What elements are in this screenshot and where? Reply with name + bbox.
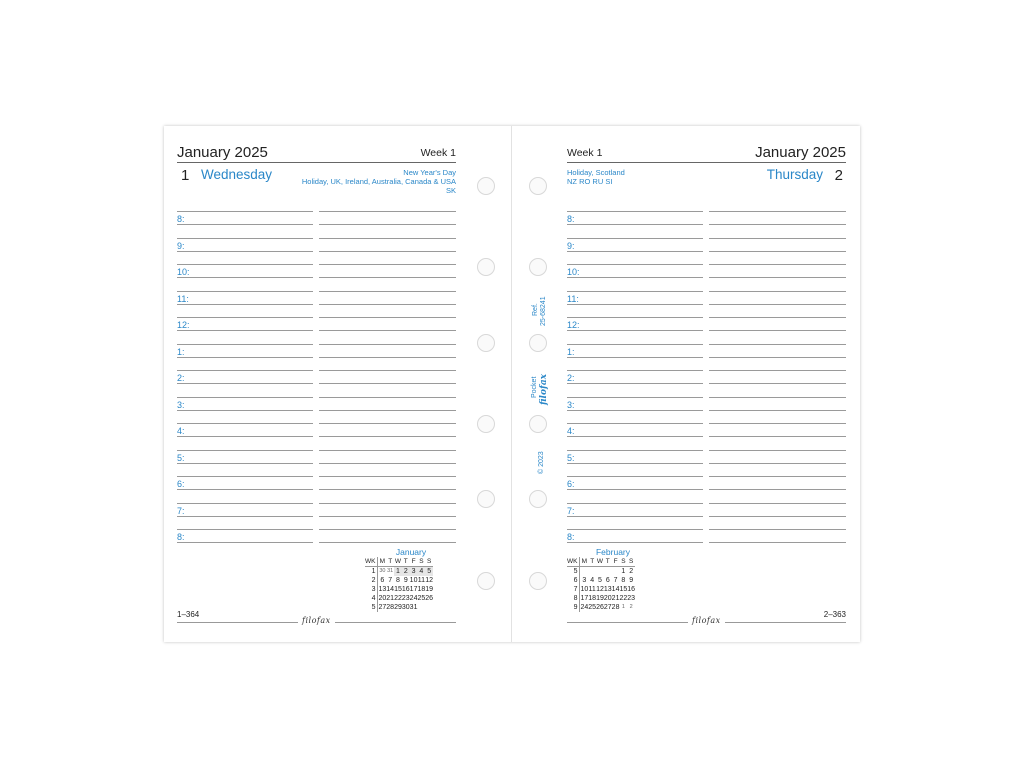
hour-label: 6: bbox=[567, 479, 575, 489]
calendar-day: 19 bbox=[425, 586, 434, 593]
writing-line[interactable] bbox=[567, 264, 703, 265]
writing-line[interactable] bbox=[177, 397, 313, 398]
calendar-day: 28 bbox=[386, 604, 395, 611]
hour-label: 8: bbox=[567, 532, 575, 542]
hour-label: 8: bbox=[567, 214, 575, 224]
calendar-day: 22 bbox=[619, 595, 628, 602]
writing-line[interactable] bbox=[319, 436, 456, 437]
writing-line[interactable] bbox=[567, 304, 703, 305]
diary-sheet bbox=[164, 126, 860, 642]
calendar-day bbox=[580, 567, 588, 577]
writing-line[interactable] bbox=[177, 436, 313, 437]
holiday-notes bbox=[302, 168, 456, 195]
writing-line[interactable] bbox=[709, 463, 846, 464]
mini-calendar-header: T bbox=[388, 558, 393, 565]
writing-line[interactable] bbox=[177, 357, 313, 358]
spine-size: Pocket bbox=[531, 376, 538, 398]
hour-label: 8: bbox=[177, 532, 185, 542]
writing-line[interactable] bbox=[709, 450, 846, 451]
ring-hole bbox=[477, 177, 495, 195]
calendar-day bbox=[604, 567, 612, 577]
writing-line[interactable] bbox=[567, 317, 703, 318]
writing-line[interactable] bbox=[319, 357, 456, 358]
holiday-line: Holiday, Scotland bbox=[567, 168, 625, 177]
writing-line[interactable] bbox=[177, 330, 313, 331]
writing-line[interactable] bbox=[709, 489, 846, 490]
calendar-day: 3 bbox=[582, 577, 587, 584]
week-number: 8 bbox=[567, 594, 580, 603]
hour-label: 5: bbox=[567, 452, 575, 463]
writing-line[interactable] bbox=[709, 383, 846, 384]
calendar-day: 1 bbox=[621, 568, 626, 575]
hour-label: 9: bbox=[567, 240, 575, 251]
calendar-day: 26 bbox=[425, 595, 434, 602]
hour-label: 4: bbox=[177, 426, 185, 436]
calendar-day bbox=[596, 567, 604, 577]
calendar-day: 9 bbox=[629, 577, 634, 584]
hour-label: 6: bbox=[177, 479, 185, 489]
calendar-day: 24 bbox=[580, 604, 589, 611]
calendar-day: 13 bbox=[603, 586, 612, 593]
writing-line[interactable] bbox=[709, 476, 846, 477]
hour-label: 10: bbox=[177, 267, 190, 277]
calendar-day: 4 bbox=[419, 568, 424, 575]
writing-line[interactable] bbox=[319, 503, 456, 504]
mini-calendar-header: WK bbox=[365, 557, 378, 567]
writing-line[interactable] bbox=[567, 423, 703, 424]
hour-label: 12: bbox=[567, 320, 580, 330]
writing-line[interactable] bbox=[319, 463, 456, 464]
calendar-day: 6 bbox=[605, 577, 610, 584]
writing-line[interactable] bbox=[709, 238, 846, 239]
writing-line[interactable] bbox=[567, 383, 703, 384]
calendar-day: 12 bbox=[596, 586, 604, 593]
writing-line[interactable] bbox=[319, 238, 456, 239]
spine-copyright: © 2023 bbox=[538, 451, 545, 474]
holiday-line: SK bbox=[445, 186, 456, 195]
mini-calendar-header: S bbox=[426, 558, 432, 565]
hour-label: 7: bbox=[567, 505, 575, 516]
calendar-day: 18 bbox=[588, 595, 597, 602]
hour-label: 11: bbox=[177, 293, 189, 304]
ring-hole bbox=[529, 334, 547, 352]
writing-line[interactable] bbox=[319, 330, 456, 331]
ring-hole bbox=[529, 258, 547, 276]
writing-line[interactable] bbox=[709, 264, 846, 265]
calendar-day: 8 bbox=[621, 577, 626, 584]
calendar-day: 23 bbox=[401, 595, 410, 602]
calendar-day: 10 bbox=[409, 577, 418, 584]
writing-line[interactable] bbox=[567, 542, 703, 543]
week-label: Week 1 bbox=[420, 147, 456, 159]
ring-hole bbox=[529, 177, 547, 195]
writing-line[interactable] bbox=[567, 463, 703, 464]
writing-line[interactable] bbox=[567, 503, 703, 504]
ring-hole bbox=[477, 415, 495, 433]
writing-line[interactable] bbox=[319, 423, 456, 424]
page-number: 1–364 bbox=[177, 610, 200, 619]
mini-calendar-header: W bbox=[596, 558, 604, 565]
writing-line[interactable] bbox=[177, 516, 313, 517]
ring-hole bbox=[477, 258, 495, 276]
calendar-day: 13 bbox=[378, 586, 387, 593]
writing-line[interactable] bbox=[567, 410, 703, 411]
hour-label: 2: bbox=[567, 373, 575, 383]
calendar-day: 3 bbox=[411, 568, 416, 575]
calendar-day: 25 bbox=[417, 595, 426, 602]
writing-line[interactable] bbox=[709, 370, 846, 371]
calendar-day: 24 bbox=[409, 595, 418, 602]
calendar-day: 14 bbox=[386, 586, 395, 593]
writing-line[interactable] bbox=[177, 238, 313, 239]
writing-line[interactable] bbox=[709, 291, 846, 292]
week-label: Week 1 bbox=[567, 147, 603, 159]
writing-line[interactable] bbox=[319, 264, 456, 265]
writing-line[interactable] bbox=[709, 516, 846, 517]
week-number: 1 bbox=[365, 567, 378, 577]
mini-calendar-header: T bbox=[605, 558, 610, 565]
calendar-day: 30 bbox=[379, 568, 386, 574]
mini-calendar-title: February bbox=[595, 547, 630, 557]
calendar-day: 31 bbox=[387, 568, 394, 574]
week-number: 6 bbox=[567, 576, 580, 585]
writing-line[interactable] bbox=[177, 383, 313, 384]
week-number: 3 bbox=[365, 585, 378, 594]
calendar-day: 1 bbox=[621, 604, 625, 610]
writing-line[interactable] bbox=[177, 251, 313, 252]
calendar-day: 27 bbox=[603, 604, 612, 611]
writing-line[interactable] bbox=[567, 344, 703, 345]
calendar-day: 9 bbox=[403, 577, 408, 584]
calendar-day bbox=[612, 567, 620, 577]
writing-line[interactable] bbox=[567, 397, 703, 398]
calendar-day: 15 bbox=[394, 586, 402, 593]
hour-label: 5: bbox=[177, 452, 185, 463]
writing-line[interactable] bbox=[177, 317, 313, 318]
day-number: 1 bbox=[181, 167, 190, 184]
writing-line[interactable] bbox=[177, 264, 313, 265]
header-rule bbox=[567, 162, 846, 163]
writing-line[interactable] bbox=[709, 397, 846, 398]
writing-line[interactable] bbox=[177, 503, 313, 504]
hour-label: 12: bbox=[177, 320, 190, 330]
calendar-day: 18 bbox=[417, 586, 426, 593]
ring-hole bbox=[529, 415, 547, 433]
writing-line[interactable] bbox=[709, 344, 846, 345]
writing-line[interactable] bbox=[177, 410, 313, 411]
writing-line[interactable] bbox=[319, 224, 456, 225]
calendar-day: 8 bbox=[396, 577, 400, 584]
calendar-day: 21 bbox=[611, 595, 620, 602]
writing-line[interactable] bbox=[567, 211, 703, 212]
writing-line[interactable] bbox=[567, 291, 703, 292]
header-rule bbox=[177, 162, 456, 163]
writing-line[interactable] bbox=[319, 542, 456, 543]
calendar-day: 22 bbox=[394, 595, 402, 602]
mini-calendar-header: M bbox=[379, 558, 386, 565]
writing-line[interactable] bbox=[319, 251, 456, 252]
calendar-day: 1 bbox=[396, 568, 400, 575]
mini-calendar-header: S bbox=[628, 558, 634, 565]
writing-line[interactable] bbox=[319, 317, 456, 318]
calendar-day: 26 bbox=[596, 604, 604, 611]
mini-calendar-header: WK bbox=[567, 557, 580, 567]
ring-hole bbox=[529, 572, 547, 590]
calendar-day: 6 bbox=[380, 577, 385, 584]
mini-calendar-header: F bbox=[613, 558, 618, 565]
hour-label: 9: bbox=[177, 240, 185, 251]
writing-line[interactable] bbox=[177, 476, 313, 477]
hour-label: 1: bbox=[567, 346, 575, 357]
calendar-day: 28 bbox=[611, 604, 620, 611]
month-title: January 2025 bbox=[177, 144, 268, 161]
writing-line[interactable] bbox=[319, 489, 456, 490]
day-name: Wednesday bbox=[201, 167, 273, 182]
calendar-day: 12 bbox=[425, 577, 434, 584]
calendar-day: 20 bbox=[378, 595, 387, 602]
hour-label: 3: bbox=[567, 399, 575, 410]
spine-brand: filofax bbox=[539, 373, 549, 405]
writing-line[interactable] bbox=[567, 251, 703, 252]
ring-hole bbox=[477, 334, 495, 352]
writing-line[interactable] bbox=[709, 251, 846, 252]
writing-line[interactable] bbox=[177, 529, 313, 530]
writing-line[interactable] bbox=[177, 450, 313, 451]
calendar-day bbox=[588, 567, 596, 577]
calendar-day: 31 bbox=[409, 604, 418, 611]
calendar-day: 29 bbox=[394, 604, 402, 611]
writing-line[interactable] bbox=[709, 330, 846, 331]
writing-line[interactable] bbox=[177, 291, 313, 292]
writing-line[interactable] bbox=[709, 436, 846, 437]
calendar-day: 25 bbox=[588, 604, 597, 611]
writing-line[interactable] bbox=[567, 238, 703, 239]
writing-line[interactable] bbox=[319, 291, 456, 292]
week-number: 5 bbox=[567, 567, 580, 577]
mini-calendar-header: W bbox=[394, 558, 402, 565]
calendar-day: 14 bbox=[611, 586, 620, 593]
calendar-day: 7 bbox=[613, 577, 618, 584]
calendar-day bbox=[425, 603, 433, 612]
mini-calendar-header: T bbox=[590, 558, 595, 565]
calendar-day: 11 bbox=[417, 577, 425, 584]
writing-line[interactable] bbox=[567, 476, 703, 477]
writing-line[interactable] bbox=[709, 277, 846, 278]
calendar-day: 30 bbox=[401, 604, 410, 611]
mini-calendar-header: S bbox=[621, 558, 626, 565]
week-number: 2 bbox=[365, 576, 378, 585]
writing-line[interactable] bbox=[319, 450, 456, 451]
holiday-line: New Year's Day bbox=[403, 168, 456, 177]
calendar-day: 2 bbox=[629, 604, 633, 610]
calendar-day: 17 bbox=[580, 595, 589, 602]
calendar-day: 19 bbox=[596, 595, 604, 602]
week-number: 4 bbox=[365, 594, 378, 603]
writing-line[interactable] bbox=[709, 503, 846, 504]
mini-calendar-header: S bbox=[419, 558, 424, 565]
calendar-day: 16 bbox=[627, 586, 636, 593]
mini-calendar-title: January bbox=[395, 547, 427, 557]
calendar-day: 27 bbox=[378, 604, 387, 611]
writing-line[interactable] bbox=[177, 370, 313, 371]
writing-line[interactable] bbox=[177, 463, 313, 464]
writing-line[interactable] bbox=[177, 423, 313, 424]
writing-line[interactable] bbox=[319, 211, 456, 212]
writing-line[interactable] bbox=[177, 304, 313, 305]
writing-line[interactable] bbox=[567, 436, 703, 437]
writing-line[interactable] bbox=[177, 542, 313, 543]
spine-ref-label: Ref. bbox=[532, 303, 539, 316]
writing-line[interactable] bbox=[319, 397, 456, 398]
calendar-day: 2 bbox=[403, 568, 408, 575]
ring-hole bbox=[477, 572, 495, 590]
writing-line[interactable] bbox=[319, 370, 456, 371]
brand-logo: filofax bbox=[688, 616, 725, 625]
writing-line[interactable] bbox=[177, 277, 313, 278]
writing-line[interactable] bbox=[319, 476, 456, 477]
calendar-day: 23 bbox=[627, 595, 636, 602]
mini-calendar-header: M bbox=[581, 558, 588, 565]
writing-line[interactable] bbox=[177, 344, 313, 345]
writing-line[interactable] bbox=[319, 277, 456, 278]
calendar-day: 5 bbox=[427, 568, 432, 575]
writing-line[interactable] bbox=[567, 489, 703, 490]
writing-line[interactable] bbox=[709, 317, 846, 318]
writing-line[interactable] bbox=[709, 423, 846, 424]
writing-line[interactable] bbox=[709, 211, 846, 212]
calendar-day: 17 bbox=[409, 586, 418, 593]
writing-line[interactable] bbox=[709, 304, 846, 305]
week-number: 7 bbox=[567, 585, 580, 594]
writing-line[interactable] bbox=[319, 304, 456, 305]
hour-label: 2: bbox=[177, 373, 185, 383]
writing-line[interactable] bbox=[567, 277, 703, 278]
calendar-day: 11 bbox=[588, 586, 596, 593]
week-number: 9 bbox=[567, 603, 580, 612]
calendar-day bbox=[417, 603, 425, 612]
calendar-day: 21 bbox=[386, 595, 395, 602]
calendar-day: 10 bbox=[580, 586, 589, 593]
hour-label: 7: bbox=[177, 505, 185, 516]
mini-calendar-header: F bbox=[411, 558, 416, 565]
writing-line[interactable] bbox=[709, 410, 846, 411]
calendar-day: 16 bbox=[401, 586, 410, 593]
writing-line[interactable] bbox=[177, 489, 313, 490]
writing-line[interactable] bbox=[567, 357, 703, 358]
calendar-day: 5 bbox=[598, 577, 602, 584]
day-name: Thursday bbox=[766, 167, 823, 182]
mini-calendar-grid bbox=[567, 557, 635, 612]
calendar-day: 15 bbox=[619, 586, 628, 593]
ring-hole bbox=[477, 490, 495, 508]
writing-line[interactable] bbox=[709, 357, 846, 358]
hour-label: 11: bbox=[567, 293, 579, 304]
mini-calendar-grid bbox=[365, 557, 433, 612]
writing-line[interactable] bbox=[567, 516, 703, 517]
ring-hole bbox=[529, 490, 547, 508]
week-number: 5 bbox=[365, 603, 378, 612]
calendar-day: 2 bbox=[629, 568, 634, 575]
writing-line[interactable] bbox=[319, 383, 456, 384]
hour-label: 8: bbox=[177, 214, 185, 224]
hour-label: 1: bbox=[177, 346, 185, 357]
writing-line[interactable] bbox=[177, 211, 313, 212]
writing-line[interactable] bbox=[567, 330, 703, 331]
writing-line[interactable] bbox=[709, 529, 846, 530]
mini-calendar-header: T bbox=[403, 558, 408, 565]
writing-line[interactable] bbox=[567, 450, 703, 451]
writing-line[interactable] bbox=[177, 224, 313, 225]
hour-label: 10: bbox=[567, 267, 580, 277]
writing-line[interactable] bbox=[709, 542, 846, 543]
writing-line[interactable] bbox=[319, 516, 456, 517]
hour-label: 4: bbox=[567, 426, 575, 436]
writing-line[interactable] bbox=[709, 224, 846, 225]
holiday-line: Holiday, UK, Ireland, Australia, Canada & USA bbox=[301, 177, 456, 186]
page-number: 2–363 bbox=[823, 610, 846, 619]
brand-logo: filofax bbox=[298, 616, 335, 625]
writing-line[interactable] bbox=[319, 410, 456, 411]
day-number: 2 bbox=[834, 167, 843, 184]
writing-line[interactable] bbox=[567, 370, 703, 371]
left-page bbox=[164, 126, 511, 642]
calendar-day: 4 bbox=[590, 577, 595, 584]
calendar-day: 7 bbox=[388, 577, 393, 584]
writing-line[interactable] bbox=[567, 529, 703, 530]
spine-ref-code: 25-68241 bbox=[540, 296, 547, 326]
writing-line[interactable] bbox=[319, 529, 456, 530]
hour-label: 3: bbox=[177, 399, 185, 410]
writing-line[interactable] bbox=[567, 224, 703, 225]
right-page bbox=[512, 126, 860, 642]
holiday-line: NZ RO RU SI bbox=[567, 177, 613, 186]
month-title: January 2025 bbox=[755, 144, 846, 161]
calendar-day: 20 bbox=[603, 595, 612, 602]
writing-line[interactable] bbox=[319, 344, 456, 345]
holiday-notes bbox=[567, 168, 625, 186]
